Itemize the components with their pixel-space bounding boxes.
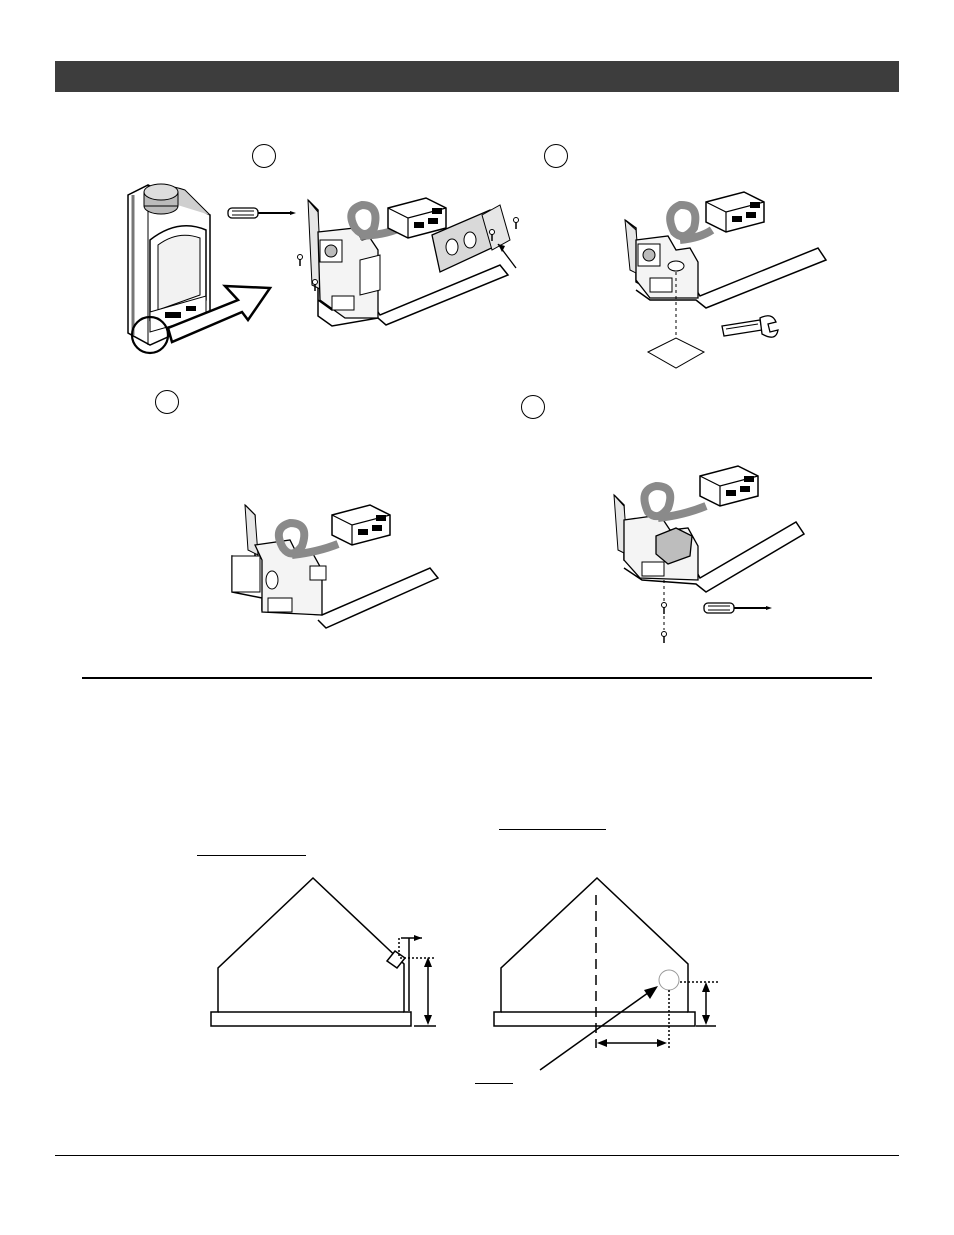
screwdriver-icon bbox=[228, 208, 296, 218]
left-panel-diagram bbox=[211, 878, 436, 1026]
gas-valve bbox=[388, 198, 446, 238]
gas-valve bbox=[700, 466, 758, 506]
left-panel-caption-underline bbox=[499, 829, 606, 830]
section-divider bbox=[82, 677, 872, 679]
gas-valve bbox=[332, 505, 390, 545]
footer-rule bbox=[55, 1155, 899, 1156]
right-panel-caption-underline bbox=[197, 855, 306, 856]
gas-valve bbox=[706, 192, 764, 232]
hole-marker bbox=[659, 970, 679, 990]
note-underline bbox=[475, 1083, 513, 1084]
wrench-icon bbox=[722, 316, 778, 337]
right-panel-diagram bbox=[494, 878, 718, 1070]
screwdriver-icon bbox=[704, 603, 772, 613]
